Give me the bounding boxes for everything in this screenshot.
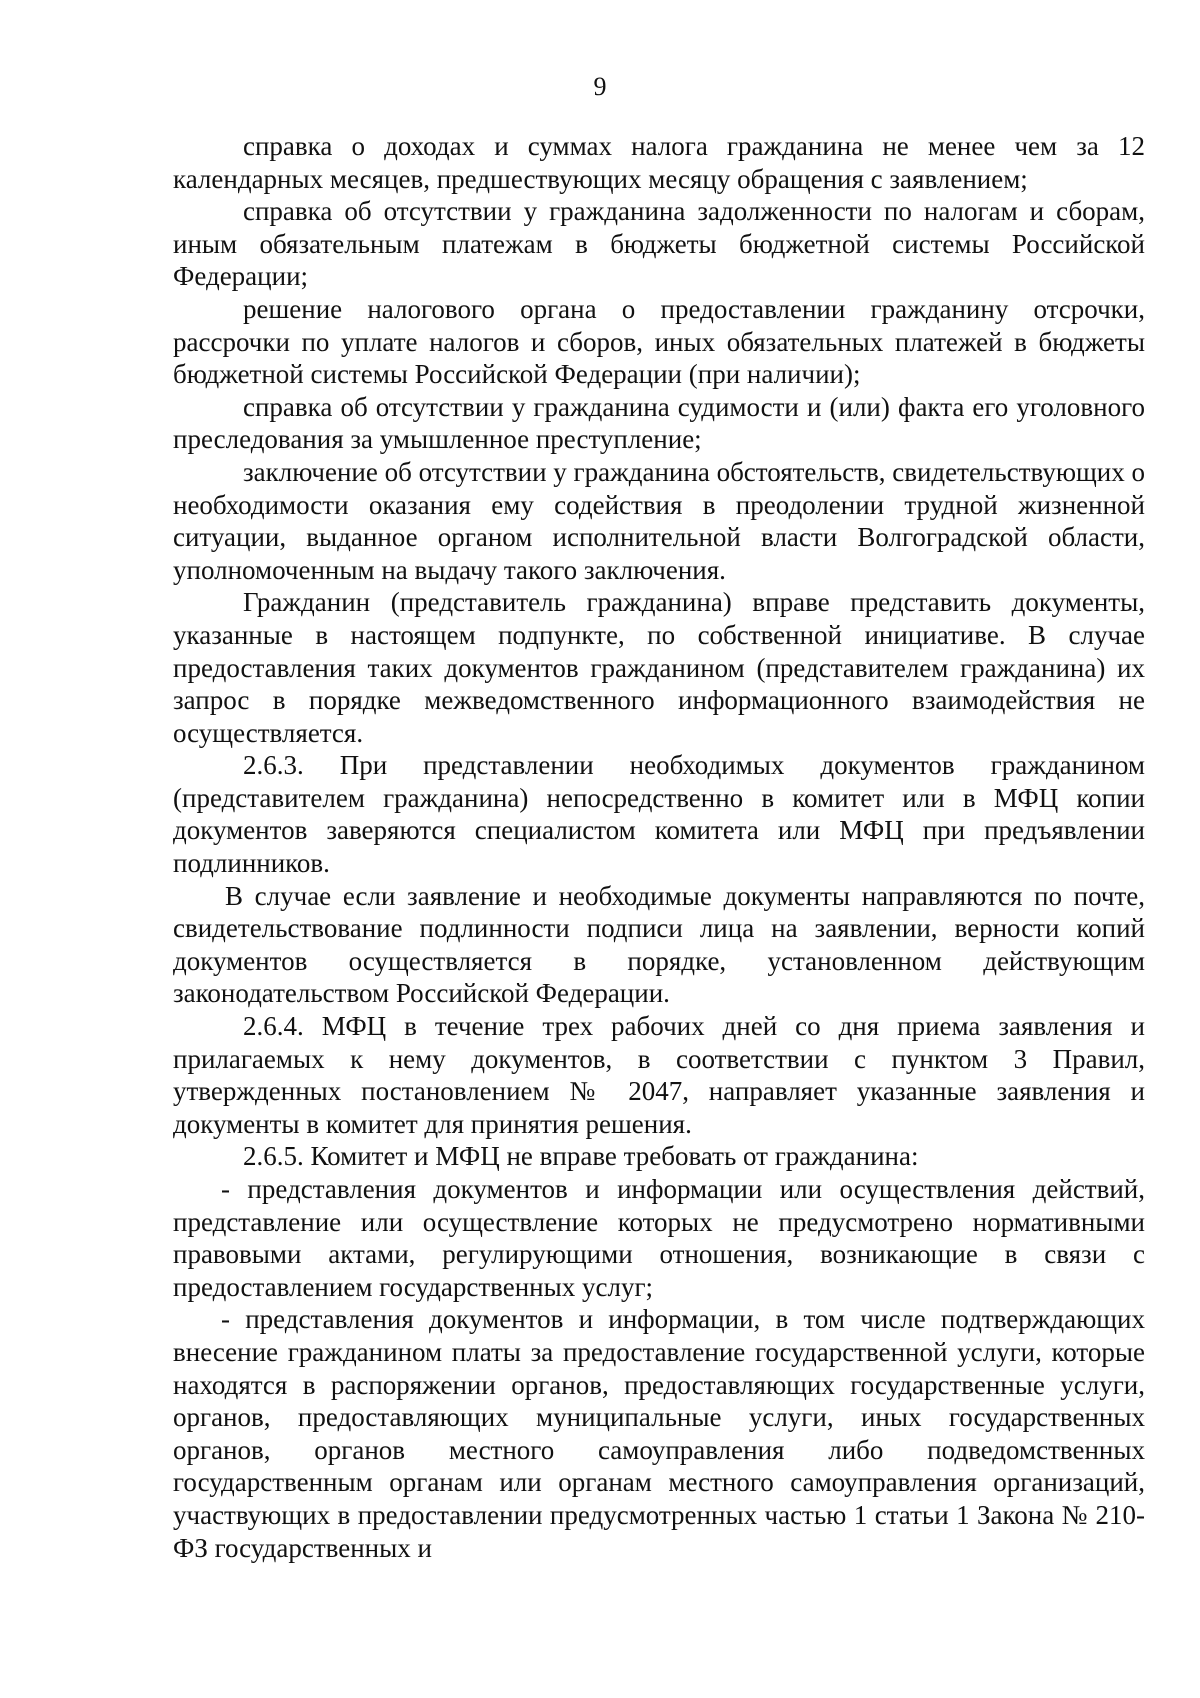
paragraph-own-initiative: Гражданин (представитель гражданина) вправе представить документы, указанные в настоящем подпункте, по собственной инициативе. В случае предоставления таких документов гражданином (представителем гражданина) их запрос в порядке межведомственного информационного взаимодействия не осуществляется.	[173, 587, 1145, 748]
paragraph-postal-submission: В случае если заявление и необходимые документы направляются по почте, свидетельствование подлинности подписи лица на заявлении, верности копий документов осуществляется в порядке, установленном действующим законодательством Российской Федерации.	[173, 880, 1145, 1009]
paragraph-2-6-4: 2.6.4. МФЦ в течение трех рабочих дней со дня приема заявления и прилагаемых к нему документов, в соответствии с пунктом 3 Правил, утвержденных постановлением № 2047, направляет указанные заявления и документы в комитет для принятия решения.	[173, 1011, 1145, 1139]
paragraph-income-certificate: справка о доходах и суммах налога гражданина не менее чем за 12 календарных месяцев, предшествующих месяцу обращения с заявлением;	[173, 131, 1145, 194]
paragraph-dash-item-1: - представления документов и информации или осуществления действий, представление или осуществление которых не предусмотрено нормативными правовыми актами, регулирующими отношения, возникающие в связи с предоставлением государственных услуг;	[173, 1174, 1145, 1302]
paragraph-tax-deferral-decision: решение налогового органа о предоставлении гражданину отсрочки, рассрочки по уплате налогов и сборов, иных обязательных платежей в бюджеты бюджетной системы Российской Федерации (при наличии);	[173, 293, 1145, 390]
paragraph-tax-debt-certificate: справка об отсутствии у гражданина задолженности по налогам и сборам, иным обязательным платежам в бюджеты бюджетной системы Российской Федерации;	[173, 196, 1145, 292]
paragraph-dash-item-2: - представления документов и информации, в том числе подтверждающих внесение гражданином платы за предоставление государственной услуги, которые находятся в распоряжении органов, предоставляющих государственные услуги, органов, предоставляющих муниципальные услуги, иных государственных органов, органов местного самоуправления либо подведомственных государственным органам или органам местного самоуправления организаций, участвующих в предоставлении предусмотренных частью 1 статьи 1 Закона № 210-ФЗ государственных и	[173, 1304, 1145, 1563]
paragraph-difficult-situation-conclusion: заключение об отсутствии у гражданина обстоятельств, свидетельствующих о необходимости оказания ему содействия в преодолении трудной жизненной ситуации, выданное органом исполнительной власти Волгоградской области, уполномоченным на выдачу такого заключения.	[173, 456, 1145, 585]
page-number: 9	[593, 72, 607, 101]
document-body	[173, 130, 1145, 1564]
paragraph-2-6-5: 2.6.5. Комитет и МФЦ не вправе требовать от гражданина:	[243, 1141, 919, 1172]
paragraph-2-6-3: 2.6.3. При представлении необходимых документов гражданином (представителем гражданина) непосредственно в комитет или в МФЦ копии документов заверяются специалистом комитета или МФЦ при предъявлении подлинников.	[173, 750, 1145, 879]
paragraph-criminal-record-certificate: справка об отсутствии у гражданина судимости и (или) факта его уголовного преследования за умышленное преступление;	[173, 391, 1145, 455]
